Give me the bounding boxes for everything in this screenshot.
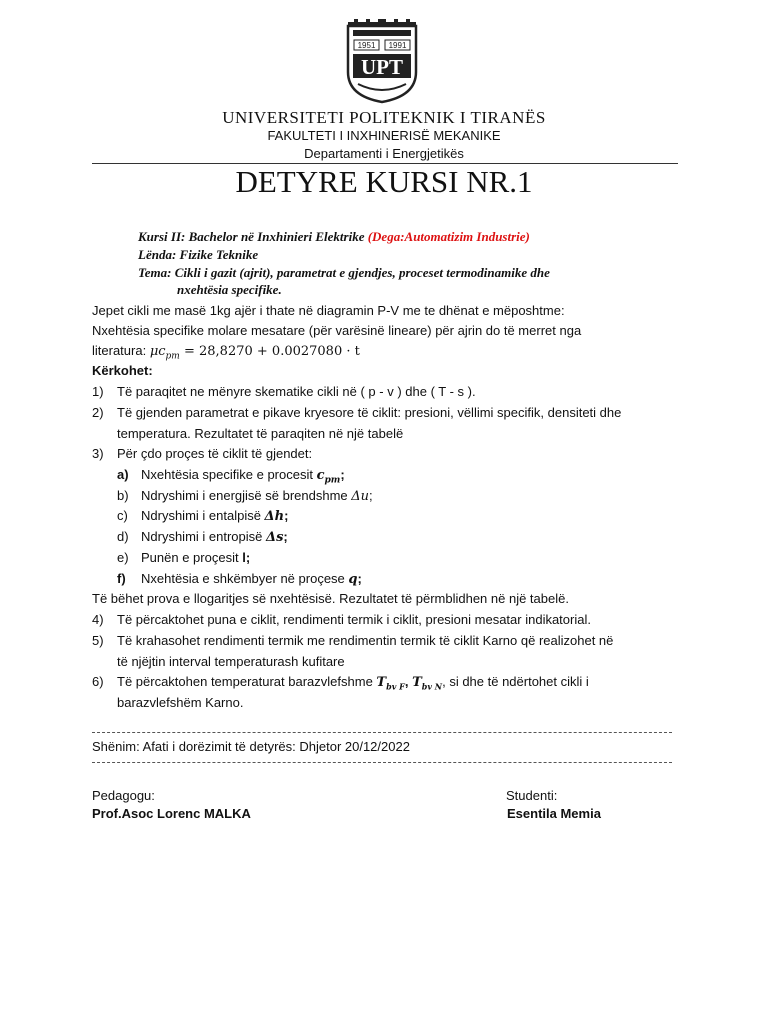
teacher-label: Pedagogu: <box>92 788 155 803</box>
subitem-a-text: Nxehtësia specifike e procesit <box>141 467 317 482</box>
item-1-text: Të paraqitet ne mënyre skematike cikli në ( p - v ) dhe ( T - s ). <box>117 384 476 399</box>
subject-line: Lënda: Fizike Teknike <box>138 247 259 262</box>
subitem-a-symbol: c <box>316 468 325 483</box>
university-name: UNIVERSITETI POLITEKNIK I TIRANËS <box>222 108 546 127</box>
logo-acronym: UPT <box>361 55 403 79</box>
subitem-d <box>141 528 288 547</box>
course-label: Kursi II: Bachelor në Inxhinieri Elektrike <box>138 229 368 244</box>
intro-line-3-prefix: literatura: <box>92 343 150 358</box>
item-2-text: Të gjenden parametrat e pikave kryesore të ciklit: presioni, vëllimi specifik, densiteti dhe <box>117 405 622 420</box>
subitem-d-symbol: Δs <box>266 530 284 545</box>
item-3-text: Për çdo proçes të ciklit të gjendet: <box>117 446 313 461</box>
subitem-c <box>141 507 288 526</box>
formula-sub: pm <box>165 351 180 362</box>
subitem-e-tail: ; <box>245 550 251 565</box>
item-6-sub-1: bv F <box>386 681 405 692</box>
subitem-a-tail: ; <box>340 467 345 482</box>
item-5-text: Të krahasohet rendimenti termik me rendimentin termik të ciklit Karno që realizohet në <box>117 633 614 648</box>
course-branch: (Dega:Automatizim Industrie) <box>367 229 530 244</box>
subitem-d-tail: ; <box>283 529 288 544</box>
teacher-name: Prof.Asoc Lorenc MALKA <box>92 806 251 821</box>
item-6-number: 6) <box>92 674 104 689</box>
item-6 <box>117 673 589 696</box>
subitem-f-tail: ; <box>357 571 362 586</box>
course-line <box>138 229 530 245</box>
subitem-f-number: f) <box>117 571 126 586</box>
subitem-b-number: b) <box>117 488 129 503</box>
note-divider-top <box>92 732 672 733</box>
subitem-c-text: Ndryshimi i entalpisë <box>141 508 265 523</box>
item-6-text-2: barazvlefshëm Karno. <box>117 695 244 710</box>
logo-year-1951: 1951 <box>357 41 376 50</box>
item-6-sep: , <box>404 674 413 689</box>
deadline-note: Shënim: Afati i dorëzimit të detyrës: Dhjetor 20/12/2022 <box>92 739 410 754</box>
item-5-text-2: të njëjtin interval temperaturash kufitare <box>117 654 345 669</box>
item-6-tail: , si dhe të ndërtohet cikli i <box>442 674 589 689</box>
subitem-f-symbol: q <box>348 572 358 587</box>
topic-line-1: Tema: Cikli i gazit (ajrit), parametrat e gjendjes, proceset termodinamike dhe <box>138 265 550 280</box>
subitem-e-symbol: l <box>242 550 246 565</box>
item-3-number: 3) <box>92 446 104 461</box>
item-6-symbol-1: T <box>376 675 387 690</box>
subitem-a-number: a) <box>117 467 129 482</box>
item-2-number: 2) <box>92 405 104 420</box>
item-5-number: 5) <box>92 633 104 648</box>
formula-mu-c: μc <box>149 344 166 359</box>
subitem-b-symbol: Δu <box>351 489 370 504</box>
subitem-e-text: Punën e proçesit <box>141 550 243 565</box>
item-6-sub-2: bv N <box>421 681 443 692</box>
intro-line-1: Jepet cikli me masë 1kg ajër i thate në diagramin P-V me te dhënat e mëposhtme: <box>92 303 565 318</box>
page-title: DETYRE KURSI NR.1 <box>235 164 533 199</box>
subitem-d-number: d) <box>117 529 129 544</box>
requirements-heading: Kërkohet: <box>92 363 153 378</box>
subitem-f <box>141 570 362 589</box>
subitem-b-text: Ndryshimi i energjisë së brendshme <box>141 488 352 503</box>
subitem-e-number: e) <box>117 550 129 565</box>
item-4-number: 4) <box>92 612 104 627</box>
balance-line: Të bëhet prova e llogaritjes së nxehtësisë. Rezultatet të përmblidhen në një tabelë. <box>92 591 569 606</box>
student-name: Esentila Memia <box>507 806 601 821</box>
item-2-text-2: temperatura. Rezultatet të paraqiten në një tabelë <box>117 426 404 441</box>
department-name: Departamenti i Energjetikës <box>304 146 464 161</box>
item-6-text: Të përcaktohen temperaturat barazvlefshme <box>117 674 377 689</box>
upt-logo <box>344 16 420 104</box>
item-6-symbol-2: T <box>412 675 422 690</box>
subitem-b-tail: ; <box>369 488 373 503</box>
subitem-a-sub: pm <box>324 475 341 486</box>
subitem-d-text: Ndryshimi i entropisë <box>141 529 266 544</box>
subitem-e <box>141 549 250 567</box>
topic-line-2: nxehtësia specifike. <box>177 282 282 297</box>
subitem-b <box>141 487 373 506</box>
subitem-c-tail: ; <box>284 508 289 523</box>
item-1-number: 1) <box>92 384 104 399</box>
student-label: Studenti: <box>506 788 558 803</box>
faculty-name: FAKULTETI I INXHINERISË MEKANIKE <box>267 128 501 143</box>
subitem-f-text: Nxehtësia e shkëmbyer në proçese <box>141 571 349 586</box>
formula-rest: = 28,8270 + 0.0027080 · t <box>179 344 360 359</box>
note-divider-bottom <box>92 762 672 763</box>
subitem-c-number: c) <box>117 508 128 523</box>
intro-line-2: Nxehtësia specifike molare mesatare (për varësinë lineare) për ajrin do të merret nga <box>92 323 582 338</box>
item-4-text: Të përcaktohet puna e ciklit, rendimenti termik i ciklit, presioni mesatar indikatorial. <box>117 612 591 627</box>
logo-year-1991: 1991 <box>388 41 407 50</box>
subitem-c-symbol: Δh <box>264 509 285 524</box>
